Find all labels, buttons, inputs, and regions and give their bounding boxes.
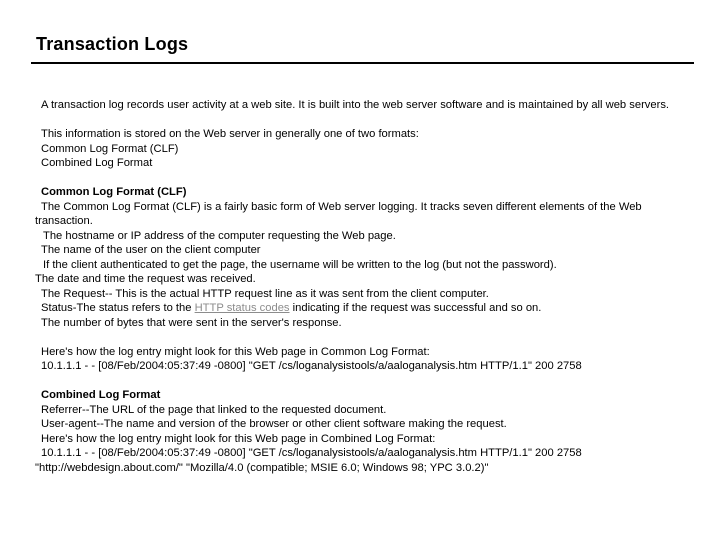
clf-heading: Common Log Format (CLF) [41,186,187,198]
spacer [35,171,675,186]
spacer [35,113,675,128]
combined-heading: Combined Log Format [41,389,161,401]
page-title: Transaction Logs [36,34,189,54]
combined-example-intro: Here's how the log entry might look for this Web page in Combined Log Format: [41,432,436,445]
title-divider [31,62,694,64]
clf-example-intro: Here's how the log entry might look for this Web page in Common Log Format: [41,345,430,358]
clf-description: The Common Log Format (CLF) is a fairly basic form of Web server logging. It tracks seven different elements of the Web transaction. [35,200,642,227]
formats-intro: This information is stored on the Web server in generally one of two formats: [41,128,419,140]
clf-item-hostname: The hostname or IP address of the computer requesting the Web page. [43,229,396,242]
spacer [35,374,675,389]
combined-example-entry-cont: "http://webdesign.about.com/" "Mozilla/4.0 (compatible; MSIE 6.0; Windows 98; YPC 3.0.2)" [35,461,489,474]
combined-item-referrer: Referrer--The URL of the page that linked to the requested document. [41,403,387,416]
clf-example-entry: 10.1.1.1 - - [08/Feb/2004:05:37:49 -0800] "GET /cs/loganalysistools/a/aaloganalysis.htm HTTP/1.1" 200 2758 [41,360,582,372]
spacer [35,330,675,345]
status-text-pre: Status-The status refers to the [41,302,195,314]
intro-paragraph: A transaction log records user activity at a web site. It is built into the web server software and is maintained by all web servers. [41,99,670,111]
combined-item-useragent: User-agent--The name and version of the browser or other client software making the request. [41,418,507,430]
clf-item-status [35,301,675,316]
format-item-combined: Combined Log Format [41,157,153,169]
status-text-post: indicating if the request was successful and so on. [289,302,542,314]
clf-item-request: The Request-- This is the actual HTTP request line as it was sent from the client computer. [41,287,489,300]
document-body [35,98,675,475]
clf-item-auth: If the client authenticated to get the page, the username will be written to the log (but not the password). [43,258,557,271]
combined-example-entry: 10.1.1.1 - - [08/Feb/2004:05:37:49 -0800] "GET /cs/loganalysistools/a/aaloganalysis.htm HTTP/1.1" 200 2758 [41,447,582,459]
http-status-codes-link[interactable]: HTTP status codes [194,302,290,314]
clf-item-username: The name of the user on the client computer [41,244,261,256]
clf-item-date: The date and time the request was received. [35,273,256,285]
format-item-clf: Common Log Format (CLF) [41,142,179,155]
clf-item-bytes: The number of bytes that were sent in the server's response. [41,316,342,329]
